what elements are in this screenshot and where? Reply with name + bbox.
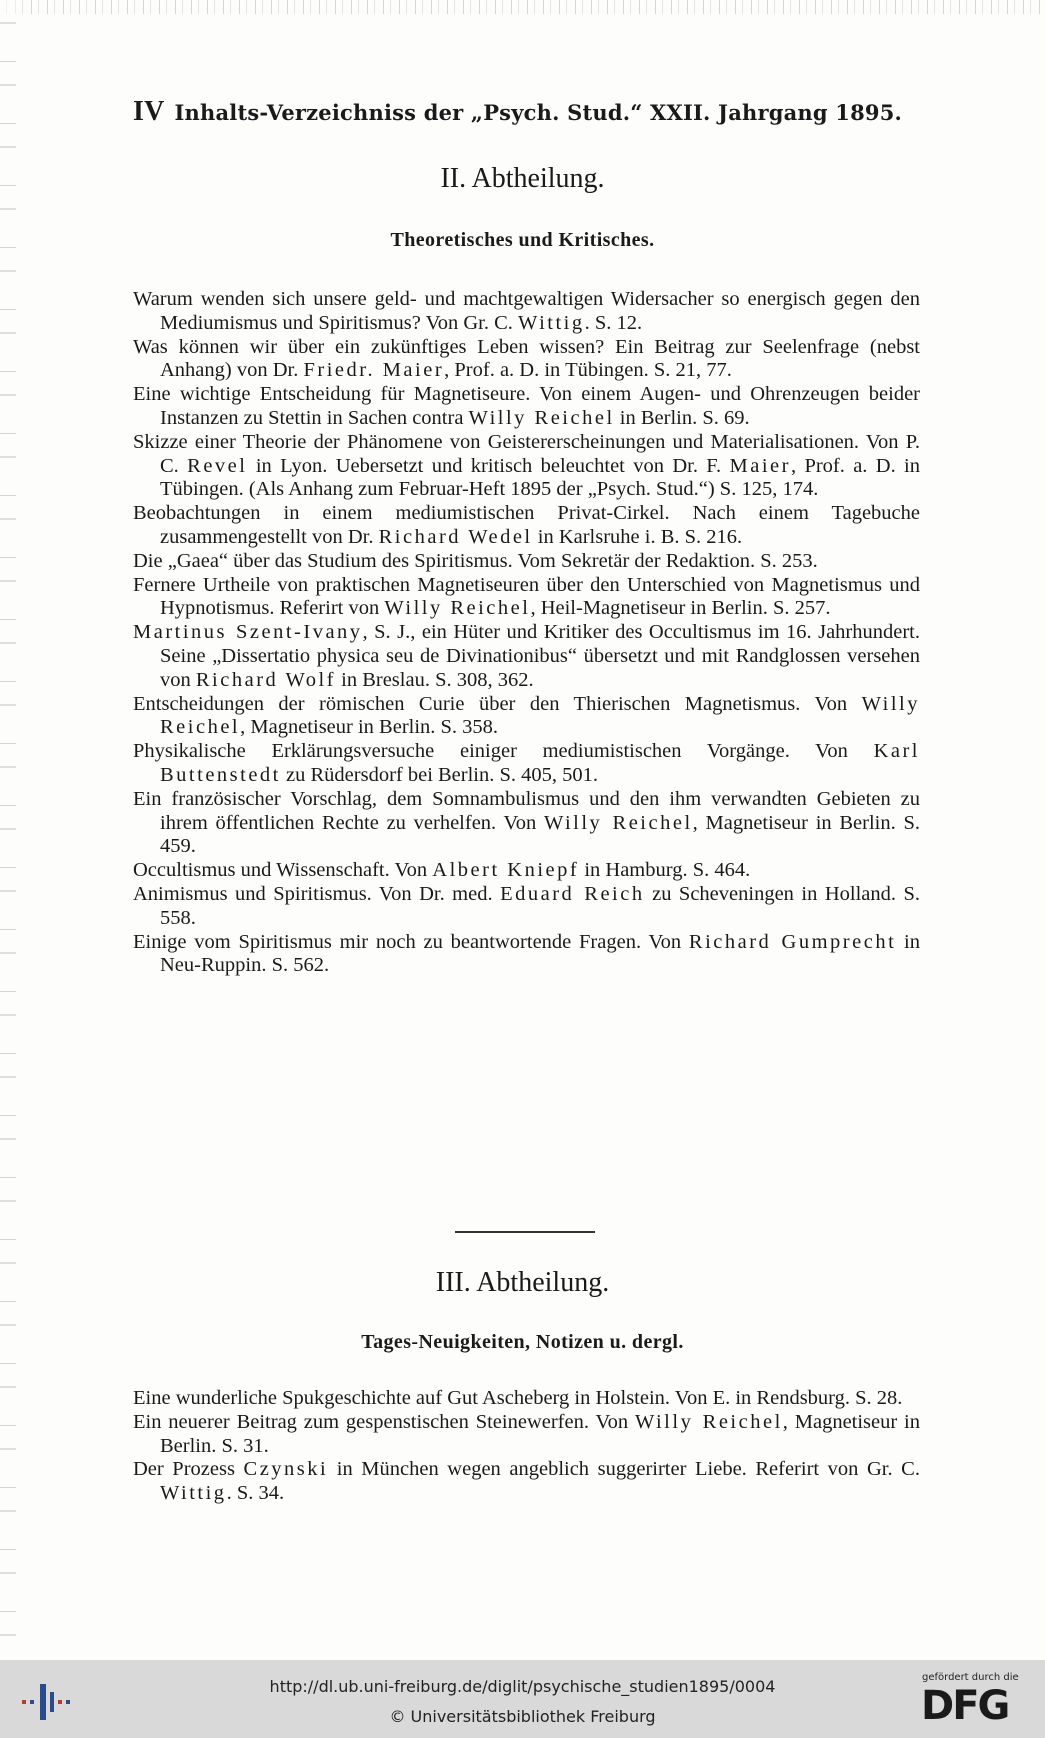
section-3-subtitle: Tages-Neuigkeiten, Notizen u. dergl.	[361, 1331, 684, 1353]
entry-text: , Heil-Magnetiseur in Berlin. S. 257.	[530, 597, 831, 620]
toc-entry	[133, 383, 920, 431]
entry-author: Karl Buttenstedt	[160, 740, 920, 786]
entry-text: in Hamburg. S. 464.	[579, 859, 751, 882]
entry-text: Physikalische Erklärungsversuche einiger mediumistischen Vorgänge. Von	[133, 740, 874, 763]
scan-edge-top	[0, 0, 1045, 14]
entry-author: Martinus Szent-Ivany	[133, 621, 363, 644]
entry-text: in München wegen angeblich suggerirter Liebe. Referirt von Gr. C.	[328, 1458, 920, 1481]
toc-entry	[133, 931, 920, 979]
entry-author: Willy Reichel	[384, 597, 531, 620]
entry-author: Willy Reichel	[468, 406, 615, 429]
entry-text: in Berlin. S. 69.	[614, 406, 750, 429]
toc-entry	[133, 431, 920, 502]
entry-text: Ein neuerer Beitrag zum gespenstischen Steinewerfen. Von	[133, 1410, 635, 1433]
toc-entry	[133, 574, 920, 622]
toc-entry	[133, 336, 920, 384]
running-head	[133, 96, 903, 128]
entry-text: Ein französischer Vorschlag, dem Somnambulismus und den ihm verwandten Gebieten zu ihrem öffentlichen Rechte zu verhelfen. Von	[133, 787, 920, 834]
section-divider	[455, 1231, 595, 1233]
entry-author: Czynski	[243, 1458, 329, 1481]
entry-author: Revel	[187, 454, 248, 477]
entry-author: Wittig	[160, 1482, 227, 1505]
entry-text: Beobachtungen in einem mediumistischen Privat-Cirkel. Nach einem Tagebuche zusammengestellt von Dr.	[133, 502, 920, 548]
toc-entry	[133, 621, 920, 692]
section-2-title: II. Abtheilung.	[440, 163, 605, 194]
toc-entry	[133, 693, 920, 741]
section-3-entries	[133, 1387, 920, 1506]
toc-entry	[133, 288, 920, 336]
toc-entry	[133, 883, 920, 931]
entry-text: Skizze einer Theorie der Phänomene von Geistererscheinungen und Materialisationen. Von P. C.	[133, 430, 920, 477]
source-url-link[interactable]: http://dl.ub.uni-freiburg.de/diglit/psychische_studien1895/0004	[269, 1677, 776, 1696]
entry-text: Warum wenden sich unsere geld- und machtgewaltigen Widersacher so energisch gegen den Mediumismus und Spiritismus? Von Gr. C.	[133, 288, 920, 334]
entry-text: Eine wichtige Entscheidung für Magnetiseure. Von einem Augen- und Ohrenzeugen beider Instanzen zu Stettin in Sachen contra	[133, 383, 920, 429]
entry-text: Entscheidungen der römischen Curie über den Thierischen Magnetismus. Von	[133, 692, 862, 715]
toc-entry	[133, 1411, 920, 1459]
entry-author: Eduard Reich	[500, 882, 645, 905]
entry-text: Was können wir über ein zukünftiges Leben wissen? Ein Beitrag zur Seelenfrage (nebst Anhang) von Dr.	[133, 335, 920, 382]
entry-author: Albert Kniepf	[432, 859, 580, 882]
entry-text: in Karlsruhe i. B. S. 216.	[532, 525, 743, 548]
toc-entry	[133, 1458, 920, 1506]
entry-text: . S. 12.	[584, 311, 643, 334]
entry-text: in Neu-Ruppin. S. 562.	[160, 930, 920, 977]
entry-text: , Magnetiseur in Berlin. S. 31.	[160, 1410, 920, 1457]
entry-text: Der Prozess	[133, 1458, 244, 1481]
entry-text: in Lyon. Uebersetzt und kritisch beleuchtet von Dr. F.	[247, 454, 730, 477]
toc-entry	[133, 788, 920, 859]
toc-entry	[133, 550, 920, 574]
entry-text: in Breslau. S. 308, 362.	[336, 668, 534, 691]
entry-author: Willy Reichel	[160, 692, 920, 739]
entry-text: Eine wunderliche Spukgeschichte auf Gut Ascheberg in Holstein. Von E. in Rendsburg. S. 28.	[133, 1387, 903, 1409]
entry-author: Richard Wolf	[195, 668, 337, 691]
entry-text: Fernere Urtheile von praktischen Magnetiseuren über den Unterschied von Magnetismus und Hypnotismus. Referirt von	[133, 573, 920, 620]
dfg-logo: DFG	[921, 1683, 1009, 1729]
toc-entry	[133, 859, 920, 883]
entry-text: Occultismus und Wissenschaft. Von	[133, 859, 433, 882]
entry-author: Richard Gumprecht	[688, 930, 897, 953]
toc-entry	[133, 1387, 920, 1411]
entry-text: Animismus und Spiritismus. Von Dr. med.	[133, 882, 501, 905]
entry-author: Willy Reichel	[634, 1410, 783, 1433]
toc-entry	[133, 740, 920, 788]
entry-author: Richard Wedel	[378, 525, 533, 548]
viewer-footer	[0, 1660, 1045, 1738]
entry-author: Willy Reichel	[543, 811, 693, 834]
dfg-caption: gefördert durch die	[922, 1672, 1019, 1683]
copyright-text: © Universitätsbibliothek Freiburg	[389, 1707, 656, 1726]
section-3-title: III. Abtheilung.	[435, 1267, 610, 1298]
entry-author: Wittig	[518, 311, 585, 334]
entry-text: , S. J., ein Hüter und Kritiker des Occultismus im 16. Jahrhundert. Seine „Dissertatio physica seu de Divinationibus“ übersetzt und mit Randglossen versehen von	[160, 621, 920, 691]
running-head-text: Inhalts-Verzeichniss der „Psych. Stud.“ XXII. Jahrgang 1895.	[174, 100, 903, 125]
entry-text: Die „Gaea“ über das Studium des Spiritismus. Vom Sekretär der Redaktion. S. 253.	[133, 549, 818, 572]
entry-text: . S. 34.	[226, 1482, 285, 1505]
entry-text: zu Rüdersdorf bei Berlin. S. 405, 501.	[280, 763, 599, 786]
toc-entry	[133, 502, 920, 550]
entry-text: zu Scheveningen in Holland. S. 558.	[160, 882, 921, 929]
page-numeral: IV	[133, 96, 165, 127]
entry-text: , Prof. a. D. in Tübingen. S. 21, 77.	[444, 359, 732, 382]
entry-text: , Prof. a. D. in Tübingen. (Als Anhang zum Februar-Heft 1895 der „Psych. Stud.“) S. 125, 174.	[160, 454, 920, 501]
entry-author: Maier	[729, 454, 791, 477]
entry-text: , Magnetiseur in Berlin. S. 358.	[240, 716, 499, 739]
entry-author: Friedr. Maier	[303, 359, 445, 382]
section-2-entries	[133, 288, 920, 978]
entry-text: , Magnetiseur in Berlin. S. 459.	[160, 811, 921, 858]
section-2-subtitle: Theoretisches und Kritisches.	[390, 229, 655, 251]
entry-text: Einige vom Spiritismus mir noch zu beantwortende Fragen. Von	[133, 930, 689, 953]
